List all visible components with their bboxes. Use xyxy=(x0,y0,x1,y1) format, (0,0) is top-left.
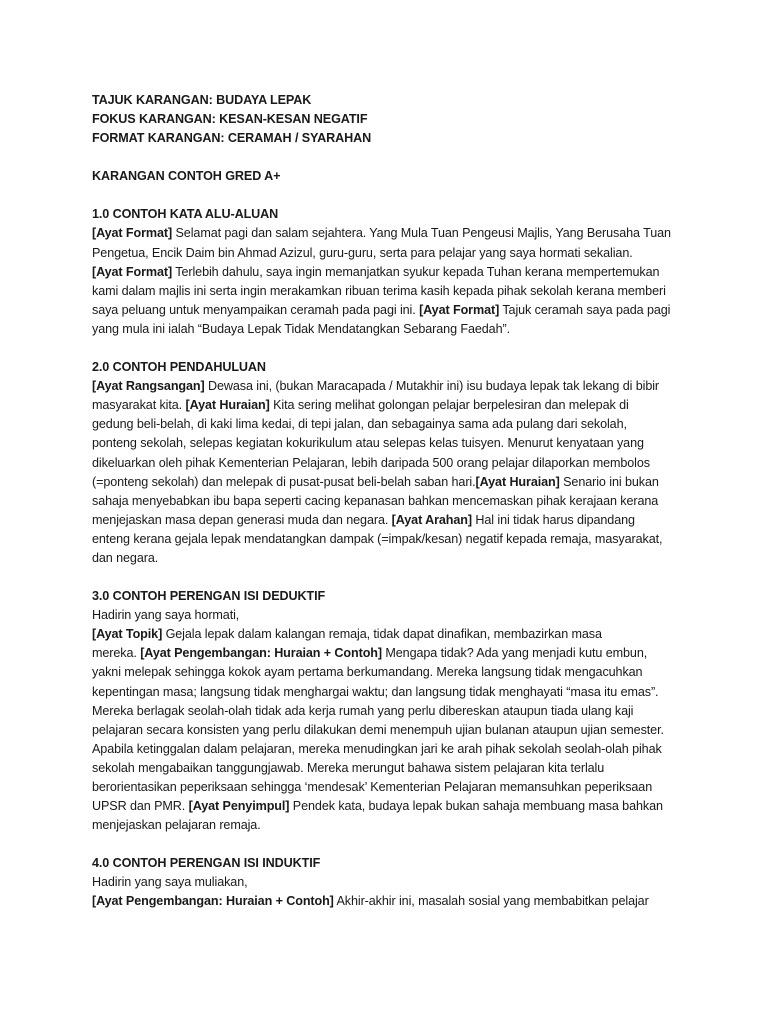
body-text: dikeluarkan oleh pihak Kementerian Pelajaran, lebih daripada 500 orang pelajar dilaporkan membolos xyxy=(92,455,650,470)
section-heading: 1.0 CONTOH KATA ALU-ALUAN xyxy=(92,207,279,222)
body-text: Kita sering melihat golongan pelajar berpelesiran dan melepak di xyxy=(269,398,629,413)
paragraph-line xyxy=(92,434,688,453)
sentence-type-tag: [Ayat Penyimpul] xyxy=(188,799,290,814)
paragraph-line xyxy=(92,301,688,320)
paragraph-line xyxy=(92,759,688,778)
essay-grade-line: KARANGAN CONTOH GRED A+ xyxy=(92,169,281,184)
paragraph-line xyxy=(92,702,688,721)
body-text: sahaja menyebabkan ibu bapa seperti cacing kepanasan bahkan mencemaskan pihak kerajaan kerana xyxy=(92,493,659,508)
spacer xyxy=(92,835,688,854)
sentence-type-tag: [Ayat Topik] xyxy=(92,627,163,642)
paragraph-line xyxy=(92,511,688,530)
body-text: Hadirin yang saya muliakan, xyxy=(92,875,248,890)
paragraph-line xyxy=(92,683,688,702)
essay-focus-line: FOKUS KARANGAN: KESAN-KESAN NEGATIF xyxy=(92,112,368,127)
paragraph-line xyxy=(92,492,688,511)
body-text: dan negara. xyxy=(92,550,159,565)
body-text: Dewasa ini, (bukan Maracapada / Mutakhir ini) isu budaya lepak tak lekang di bibir xyxy=(204,379,660,394)
body-text: pelajaran secara konsisten yang perlu dilakukan demi menempuh ujian bulanan ataupun ujian semester. xyxy=(92,722,664,737)
body-text: menjejaskan pelajaran remaja. xyxy=(92,818,261,833)
body-text: kepentingan masa; langsung tidak menghargai waktu; dan langsung tidak menghayati “masa itu emas”. xyxy=(92,684,659,699)
sentence-type-tag: [Ayat Pengembangan: Huraian + Contoh] xyxy=(92,894,334,909)
paragraph-line xyxy=(92,224,688,243)
body-text: Apabila ketinggalan dalam pelajaran, mereka menudingkan jari ke arah pihak sekolah seolah-olah pihak xyxy=(92,741,662,756)
paragraph-line xyxy=(92,606,688,625)
paragraph-line xyxy=(92,549,688,568)
body-text: menjejaskan masa depan generasi muda dan negara. xyxy=(92,512,392,527)
spacer xyxy=(92,148,688,167)
paragraph-line xyxy=(92,816,688,835)
paragraph-line xyxy=(92,892,688,911)
body-text: UPSR dan PMR. xyxy=(92,799,189,814)
essay-format-line: FORMAT KARANGAN: CERAMAH / SYARAHAN xyxy=(92,131,372,146)
body-text: Terlebih dahulu, saya ingin memanjatkan syukur kepada Tuhan kerana mempertemukan xyxy=(172,264,660,279)
body-text: gedung beli-belah, di kaki lima kedai, di tepi jalan, dan sebagainya sama ada pulang dari sekolah, xyxy=(92,417,627,432)
spacer xyxy=(92,568,688,587)
paragraph-line xyxy=(92,415,688,434)
body-text: yakni melepak sehingga kokok ayam pertama berkumandang. Mereka langsung tidak mengacuhkan xyxy=(92,665,643,680)
sentence-type-tag: [Ayat Rangsangan] xyxy=(92,379,205,394)
paragraph-line xyxy=(92,530,688,549)
paragraph-line xyxy=(92,721,688,740)
sentence-type-tag: [Ayat Format] xyxy=(419,302,500,317)
paragraph-line xyxy=(92,778,688,797)
paragraph-line xyxy=(92,244,688,263)
body-text: Akhir-akhir ini, masalah sosial yang membabitkan pelajar xyxy=(333,894,649,909)
body-text: Pengetua, Encik Daim bin Ahmad Azizul, guru-guru, serta para pelajar yang saya hormati sekalian. xyxy=(92,245,633,260)
sentence-type-tag: [Ayat Pengembangan: Huraian + Contoh] xyxy=(140,646,382,661)
body-text: saya peluang untuk menyampaikan ceramah pada pagi ini. xyxy=(92,302,420,317)
section-paragraph xyxy=(92,606,688,835)
paragraph-line xyxy=(92,377,688,396)
paragraph-line xyxy=(92,740,688,759)
body-text: masyarakat kita. xyxy=(92,398,186,413)
paragraph-line xyxy=(92,282,688,301)
body-text: ponteng sekolah, selepas kegiatan kokurikulum atau selepas kelas tuisyen. Menurut kenyataan yang xyxy=(92,436,644,451)
paragraph-line xyxy=(92,644,688,663)
paragraph-line xyxy=(92,473,688,492)
paragraph-line xyxy=(92,663,688,682)
section-paragraph xyxy=(92,224,688,339)
sentence-type-tag: [Ayat Arahan] xyxy=(391,512,472,527)
section-paragraph xyxy=(92,873,688,911)
paragraph-line xyxy=(92,320,688,339)
sentence-type-tag: [Ayat Huraian] xyxy=(475,474,560,489)
body-text: (=ponteng sekolah) dan melepak di pusat-pusat beli-belah saban hari. xyxy=(92,474,476,489)
body-text: Selamat pagi dan salam sejahtera. Yang Mula Tuan Pengeusi Majlis, Yang Berusaha Tuan xyxy=(172,226,671,241)
sentence-type-tag: [Ayat Format] xyxy=(92,226,173,241)
body-text: berorientasikan peperiksaan sehingga ‘mendesak’ Kementerian Pelajaran memansuhkan peperiksaan xyxy=(92,780,653,794)
body-text: Mereka berlagak seolah-olah tidak ada kerja rumah yang perlu dibereskan ataupun tiada ulang kaji xyxy=(92,703,634,718)
body-text: Senario ini bukan xyxy=(559,474,659,489)
body-text: Mengapa tidak? Ada yang menjadi kutu embun, xyxy=(381,646,648,661)
body-text: kami dalam majlis ini serta ingin merakamkan ribuan terima kasih kepada pihak sekolah kerana memberi xyxy=(92,283,666,298)
body-text: mereka. xyxy=(92,646,141,661)
section-heading: 2.0 CONTOH PENDAHULUAN xyxy=(92,360,266,375)
paragraph-line xyxy=(92,263,688,282)
body-text: Hadirin yang saya hormati, xyxy=(92,608,240,623)
spacer xyxy=(92,186,688,205)
paragraph-line xyxy=(92,797,688,816)
section-paragraph xyxy=(92,377,688,568)
body-text: sekolah mengabaikan tanggungjawab. Mereka merungut bahawa sistem pelajaran kita terlalu xyxy=(92,760,605,775)
document-page xyxy=(92,91,688,912)
paragraph-line xyxy=(92,454,688,473)
essay-title-line: TAJUK KARANGAN: BUDAYA LEPAK xyxy=(92,93,312,107)
body-text: yang mula ini ialah “Budaya Lepak Tidak Mendatangkan Sebarang Faedah”. xyxy=(92,321,510,336)
body-text: Tajuk ceramah saya pada pagi xyxy=(499,302,671,317)
body-text: enteng kerana gejala lepak mendatangkan dampak (=impak/kesan) negatif kepada remaja, masyarakat, xyxy=(92,531,663,546)
body-text: Hal ini tidak harus dipandang xyxy=(472,512,635,527)
body-text: Pendek kata, budaya lepak bukan sahaja membuang masa bahkan xyxy=(289,799,663,814)
paragraph-line xyxy=(92,625,688,644)
body-text: Gejala lepak dalam kalangan remaja, tidak dapat dinafikan, membazirkan masa xyxy=(162,627,602,642)
section-heading: 4.0 CONTOH PERENGAN ISI INDUKTIF xyxy=(92,856,321,871)
spacer xyxy=(92,339,688,358)
section-heading: 3.0 CONTOH PERENGAN ISI DEDUKTIF xyxy=(92,589,326,604)
sentence-type-tag: [Ayat Huraian] xyxy=(185,398,270,413)
paragraph-line xyxy=(92,873,688,892)
sentence-type-tag: [Ayat Format] xyxy=(92,264,173,279)
paragraph-line xyxy=(92,396,688,415)
essay-sections xyxy=(92,186,688,911)
